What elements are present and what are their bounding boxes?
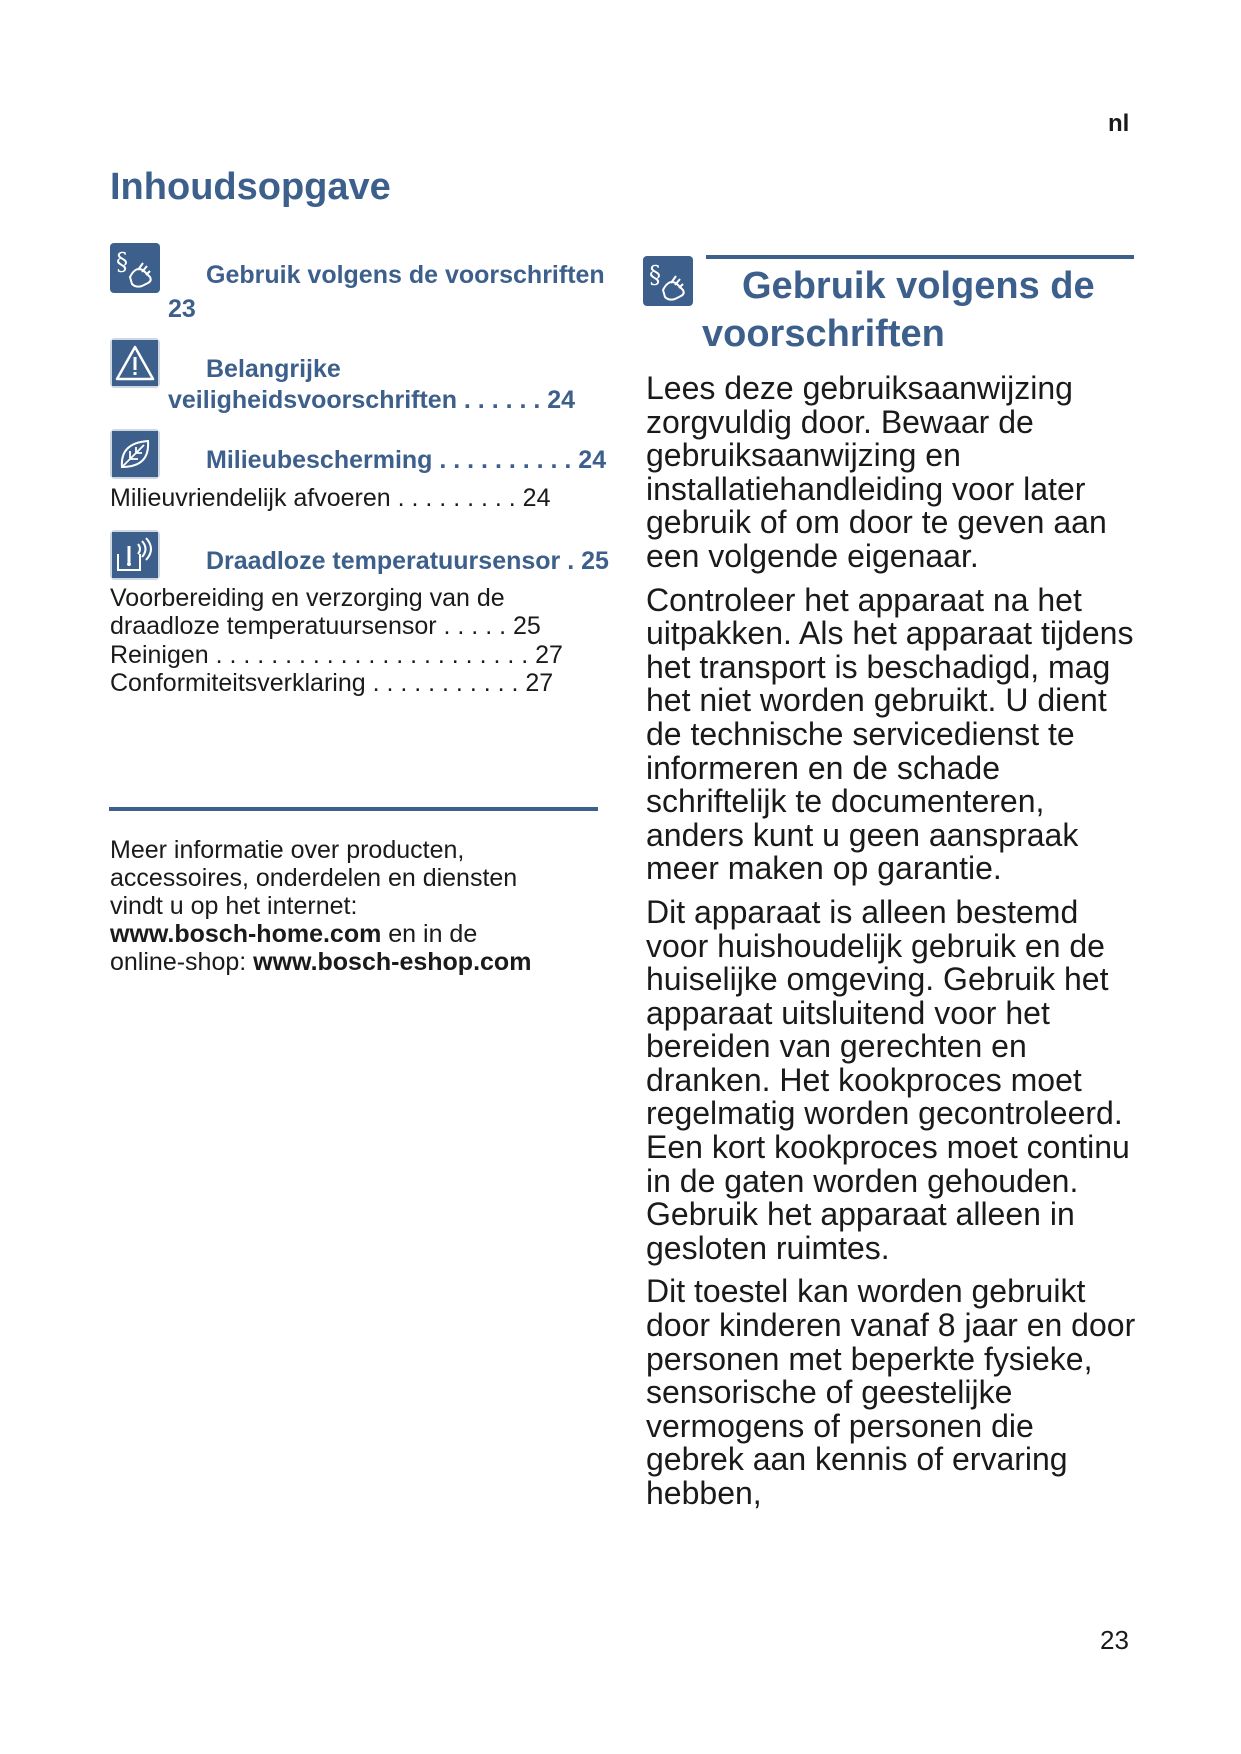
warning-triangle-icon — [110, 338, 160, 388]
toc-entry-safety-line1[interactable]: Belangrijke — [206, 355, 341, 383]
divider-right — [706, 255, 1134, 259]
toc-sub-conformity[interactable]: Conformiteitsverklaring . . . . . . . . . . . 27 — [110, 669, 554, 697]
info-mid: en in de — [381, 920, 478, 948]
paragraph-hand-icon — [110, 243, 160, 293]
paragraph-hand-icon-section — [643, 256, 693, 306]
paragraph-intended-use: Dit apparaat is alleen bestemd voor huishoudelijk gebruik en de huiselijke omgeving. Gebruik het apparaat uitsluitend voor het bereiden van gerechten en dranken. Het kookproces moet regelmatig worden gecontroleerd. Een kort kookproces moet continu in de gaten worden gehouden. Gebruik het apparaat alleen in gesloten ruimtes. — [646, 893, 1130, 1266]
paragraph-read-manual: Lees deze gebruiksaanwijzing zorgvuldig door. Bewaar de gebruiksaanwijzing en installatiehandleiding voor later gebruik of om door te geven aan een volgende eigenaar. — [646, 370, 1107, 574]
bosch-home-link[interactable]: www.bosch-home.com — [110, 920, 382, 948]
svg-text:§: § — [649, 261, 661, 289]
wireless-sensor-icon — [110, 530, 160, 580]
language-code: nl — [1108, 110, 1130, 137]
section-title — [702, 262, 1142, 358]
more-info-block — [110, 836, 590, 976]
info-line1: Meer informatie over producten, — [110, 836, 465, 864]
toc-title: Inhoudsopgave — [110, 166, 391, 208]
bosch-eshop-link[interactable]: www.bosch-eshop.com — [253, 948, 532, 976]
section-body — [646, 372, 1136, 1521]
toc-sub-preparation-line1[interactable]: Voorbereiding en verzorging van de — [110, 584, 505, 612]
divider-left — [109, 807, 598, 811]
section-title-line2: voorschriften — [702, 313, 945, 355]
toc-sub-cleaning[interactable]: Reinigen . . . . . . . . . . . . . . . . . . . . . . . 27 — [110, 641, 563, 669]
info-shop-prefix: online-shop: — [110, 948, 254, 976]
paragraph-check-device: Controleer het apparaat na het uitpakken. Als het apparaat tijdens het transport is beschadigd, mag het niet worden gebruikt. U dient de technische servicedienst te informeren en de schade schriftelijk te documenteren, anders kunt u geen aanspraak meer maken op garantie. — [646, 581, 1134, 887]
info-line2: accessoires, onderdelen en diensten — [110, 864, 518, 892]
info-line3: vindt u op het internet: — [110, 892, 358, 920]
toc-entry-usage-title: Gebruik volgens de voorschriften — [206, 261, 605, 289]
info-line4 — [110, 920, 590, 948]
section-title-line1: Gebruik volgens de — [742, 265, 1095, 307]
toc-entry-environment[interactable]: Milieubescherming . . . . . . . . . . 24 — [206, 446, 607, 474]
toc-entry-wireless-sensor[interactable]: Draadloze temperatuursensor . 25 — [206, 547, 609, 575]
toc-entry-usage-page: 23 — [168, 295, 196, 323]
paragraph-children: Dit toestel kan worden gebruikt door kinderen vanaf 8 jaar en door personen met beperkte fysieke, sensorische of geestelijke vermogens of personen die gebrek aan kennis of ervaring hebben, — [646, 1273, 1136, 1511]
svg-text:§: § — [116, 248, 128, 276]
leaf-icon — [110, 429, 160, 479]
info-line5 — [110, 948, 590, 976]
page-number: 23 — [1100, 1625, 1129, 1655]
toc-entry-usage[interactable] — [206, 261, 605, 290]
toc-sub-preparation-line2[interactable]: draadloze temperatuursensor . . . . . 25 — [110, 612, 541, 640]
toc-entry-safety-line2[interactable]: veiligheidsvoorschriften . . . . . . 24 — [168, 386, 576, 414]
toc-sub-disposal[interactable]: Milieuvriendelijk afvoeren . . . . . . . . . 24 — [110, 484, 551, 512]
